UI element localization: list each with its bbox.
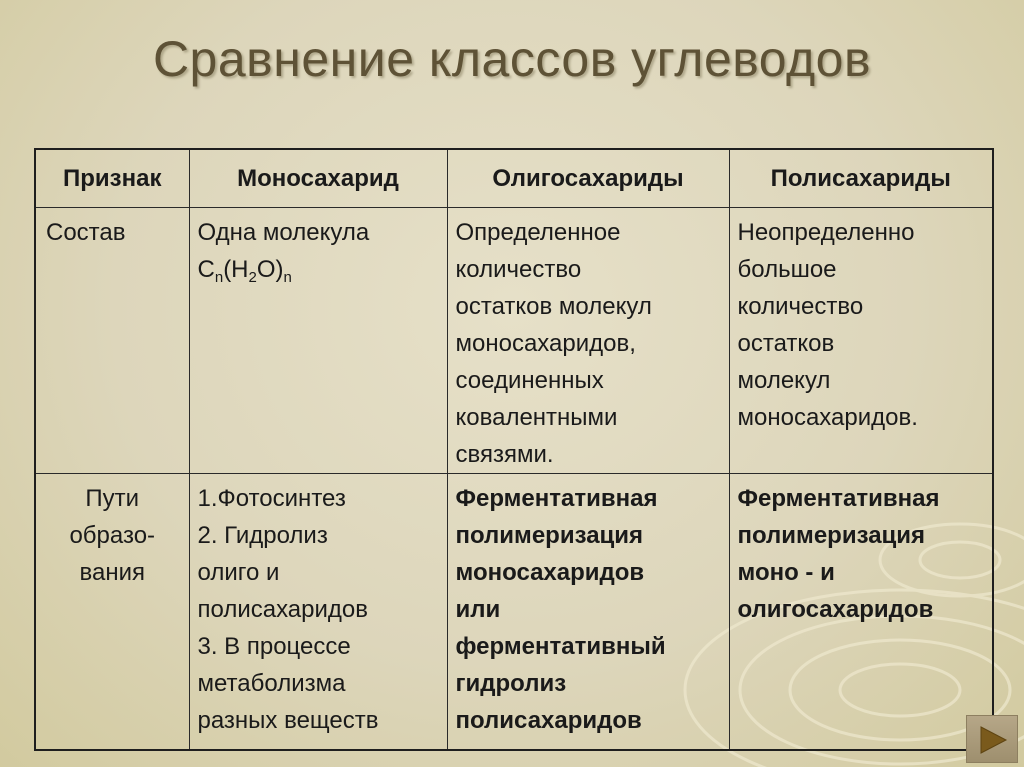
cell-line: 1.Фотосинтез (197, 484, 346, 512)
cell-line: Состав (46, 218, 126, 246)
cell-line: остатков молекул (455, 292, 652, 320)
cell-oligo-composition (447, 207, 729, 473)
header-feature: Признак (35, 149, 189, 207)
slide-title: Сравнение классов углеводов (152, 31, 872, 87)
cell-line: большое (737, 255, 837, 283)
cell-line: моносахаридов. (737, 403, 918, 431)
cell-line: 3. В процессе (197, 632, 351, 660)
cell-line: остатков (737, 329, 835, 357)
formula-o: O) (256, 255, 284, 283)
formula-c: C (197, 255, 215, 283)
table-row-formation (35, 473, 993, 750)
header-polysaccharides: Полисахариды (729, 149, 993, 207)
cell-feature-composition (35, 207, 189, 473)
play-next-icon (978, 725, 1008, 755)
header-oligosaccharides: Олигосахариды (447, 149, 729, 207)
cell-line: ферментативный (455, 632, 666, 660)
table-header-row (35, 149, 993, 207)
cell-line: моно - и (737, 558, 835, 586)
cell-line: количество (455, 255, 582, 283)
cell-oligo-formation (447, 473, 729, 750)
cell-line: вания (79, 558, 145, 586)
cell-mono-composition (189, 207, 447, 473)
cell-line: полимеризация (455, 521, 644, 549)
comparison-table (34, 148, 994, 751)
formula-sub-n: n (214, 268, 224, 286)
cell-feature-formation (35, 473, 189, 750)
cell-line: Ферментативная (455, 484, 658, 512)
cell-line: ковалентными (455, 403, 618, 431)
cell-poly-composition (729, 207, 993, 473)
cell-mono-formation (189, 473, 447, 750)
cell-line: Одна молекула (197, 218, 370, 246)
cell-line: моносахаридов, (455, 329, 636, 357)
cell-line: Ферментативная (737, 484, 940, 512)
cell-line: разных веществ (197, 706, 379, 734)
table-row-composition (35, 207, 993, 473)
cell-line: олигосахаридов (737, 595, 934, 623)
cell-line: полисахаридов (197, 595, 369, 623)
cell-line: метаболизма (197, 669, 346, 697)
cell-line: Определенное (455, 218, 621, 246)
cell-line: Неопределенно (737, 218, 915, 246)
cell-line: молекул (737, 366, 831, 394)
cell-line: 2. Гидролиз (197, 521, 328, 549)
cell-line: гидролиз (455, 669, 567, 697)
cell-line: моносахаридов (455, 558, 645, 586)
cell-poly-formation (729, 473, 993, 750)
cell-line: олиго и (197, 558, 280, 586)
header-monosaccharide: Моносахарид (189, 149, 447, 207)
formula-h: (H (223, 255, 249, 283)
cell-line: Пути (85, 484, 140, 512)
formula (198, 251, 439, 296)
next-slide-button[interactable] (966, 715, 1018, 763)
cell-line: полимеризация (737, 521, 926, 549)
formula-sub-2: 2 (248, 268, 257, 286)
cell-line: образо- (69, 521, 156, 549)
cell-line: соединенных (455, 366, 604, 394)
formula-sub-n2: n (283, 268, 292, 286)
cell-line: количество (737, 292, 864, 320)
cell-line: полисахаридов (455, 706, 642, 734)
cell-line: связями. (455, 440, 554, 468)
cell-line: или (455, 595, 501, 623)
